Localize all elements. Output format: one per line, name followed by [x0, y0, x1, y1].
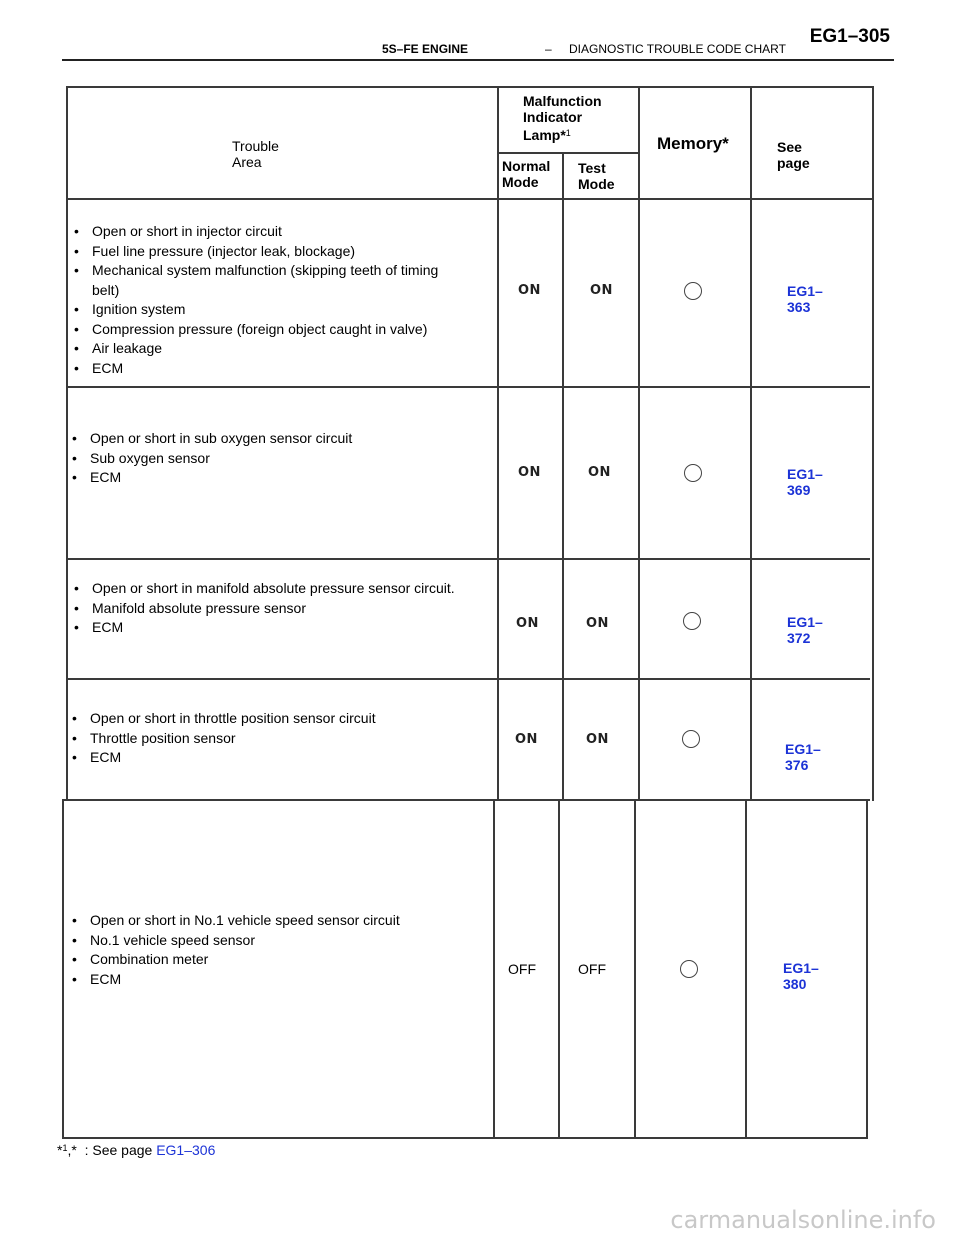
normal-mode-value: ON	[518, 283, 541, 298]
header-bottom-border	[68, 198, 874, 200]
trouble-area-list	[66, 911, 476, 989]
see-page-link[interactable]: EG1–380	[783, 960, 819, 992]
table-border-top	[68, 86, 874, 88]
memory-circle-icon	[680, 960, 698, 978]
see-page-link[interactable]: EG1–363	[787, 283, 823, 315]
list-item: • Open or short in sub oxygen sensor circuit	[66, 429, 466, 449]
header-trouble-area: Trouble Area	[232, 138, 279, 170]
list-item: • Open or short in manifold absolute pressure sensor circuit.	[68, 579, 488, 599]
list-item: • Manifold absolute pressure sensor	[68, 599, 488, 619]
header-mil-line1: Malfunction	[523, 93, 602, 109]
column-divider	[562, 152, 564, 801]
memory-circle-icon	[682, 730, 700, 748]
list-item: • Combination meter	[66, 950, 476, 970]
page-number: EG1–305	[809, 26, 890, 47]
test-mode-value: ON	[590, 283, 613, 298]
trouble-area-list	[68, 222, 468, 378]
header-rule	[62, 59, 894, 61]
list-item: • Open or short in No.1 vehicle speed sensor circuit	[66, 911, 476, 931]
list-item: • ECM	[68, 618, 488, 638]
header-normal-line2: Mode	[502, 174, 539, 190]
normal-mode-value: ON	[518, 465, 541, 480]
list-item: • Open or short in injector circuit	[68, 222, 468, 242]
list-item: • Sub oxygen sensor	[66, 449, 466, 469]
header-mil-line3	[523, 125, 602, 143]
footnote-page-link[interactable]: EG1–306	[156, 1142, 216, 1158]
list-item: • Ignition system	[68, 300, 468, 320]
watermark: carmanualsonline.info	[670, 1206, 936, 1234]
table-border-right	[866, 799, 868, 1139]
footnote-star: *	[57, 1142, 63, 1158]
header-test-mode	[578, 160, 615, 192]
header-mil-line2: Indicator	[523, 109, 583, 125]
list-item: • Fuel line pressure (injector leak, blockage)	[68, 242, 468, 262]
header-test-line2: Mode	[578, 176, 615, 192]
header-normal-mode	[502, 158, 550, 190]
normal-mode-value: OFF	[508, 961, 536, 977]
header-memory: Memory*	[657, 134, 729, 153]
column-divider	[497, 86, 499, 801]
footnote	[57, 1142, 215, 1158]
list-item: • ECM	[68, 359, 468, 379]
list-item: • No.1 vehicle speed sensor	[66, 931, 476, 951]
header-separator: –	[545, 42, 552, 56]
column-divider	[750, 86, 752, 801]
header-mil-lamp: Lamp*	[523, 127, 566, 143]
see-page-link[interactable]: EG1–376	[785, 741, 821, 773]
test-mode-value: ON	[588, 465, 611, 480]
list-item: • ECM	[66, 468, 466, 488]
trouble-area-list	[66, 429, 466, 488]
normal-mode-value: ON	[515, 732, 538, 747]
table-border-left	[62, 799, 64, 1139]
test-mode-value: ON	[586, 616, 609, 631]
header-test-line1: Test	[578, 160, 606, 176]
list-item: • ECM	[66, 970, 476, 990]
see-page-link[interactable]: EG1–369	[787, 466, 823, 498]
table-border-bottom	[62, 1137, 868, 1139]
header-see-page: See page	[777, 139, 810, 171]
trouble-area-list	[68, 579, 488, 638]
list-item: • Mechanical system malfunction (skipping teeth of timing belt)	[68, 261, 468, 300]
memory-circle-icon	[684, 464, 702, 482]
test-mode-value: ON	[586, 732, 609, 747]
test-mode-value: OFF	[578, 961, 606, 977]
chart-title: DIAGNOSTIC TROUBLE CODE CHART	[569, 42, 786, 56]
list-item: • Throttle position sensor	[66, 729, 466, 749]
memory-circle-icon	[684, 282, 702, 300]
footnote-text: ,* : See page	[67, 1142, 157, 1158]
header-mil	[523, 93, 602, 143]
header-normal-line1: Normal	[502, 158, 551, 174]
page-header	[62, 24, 894, 60]
column-divider	[638, 86, 640, 801]
normal-mode-value: ON	[516, 616, 539, 631]
trouble-area-list	[66, 709, 466, 768]
section-title: 5S–FE ENGINE	[382, 42, 469, 56]
column-divider	[634, 799, 636, 1139]
header-mil-footnote-mark: 1	[565, 128, 571, 138]
column-divider	[745, 799, 747, 1139]
column-divider	[558, 799, 560, 1139]
column-divider	[493, 799, 495, 1139]
table-border-right	[872, 86, 874, 801]
see-page-link[interactable]: EG1–372	[787, 614, 823, 646]
list-item: • Air leakage	[68, 339, 468, 359]
list-item: • Open or short in throttle position sensor circuit	[66, 709, 466, 729]
footnote-sup: 1	[62, 1143, 68, 1153]
memory-circle-icon	[683, 612, 701, 630]
list-item: • ECM	[66, 748, 466, 768]
header-divider-mil	[498, 152, 638, 154]
list-item: • Compression pressure (foreign object caught in valve)	[68, 320, 468, 340]
